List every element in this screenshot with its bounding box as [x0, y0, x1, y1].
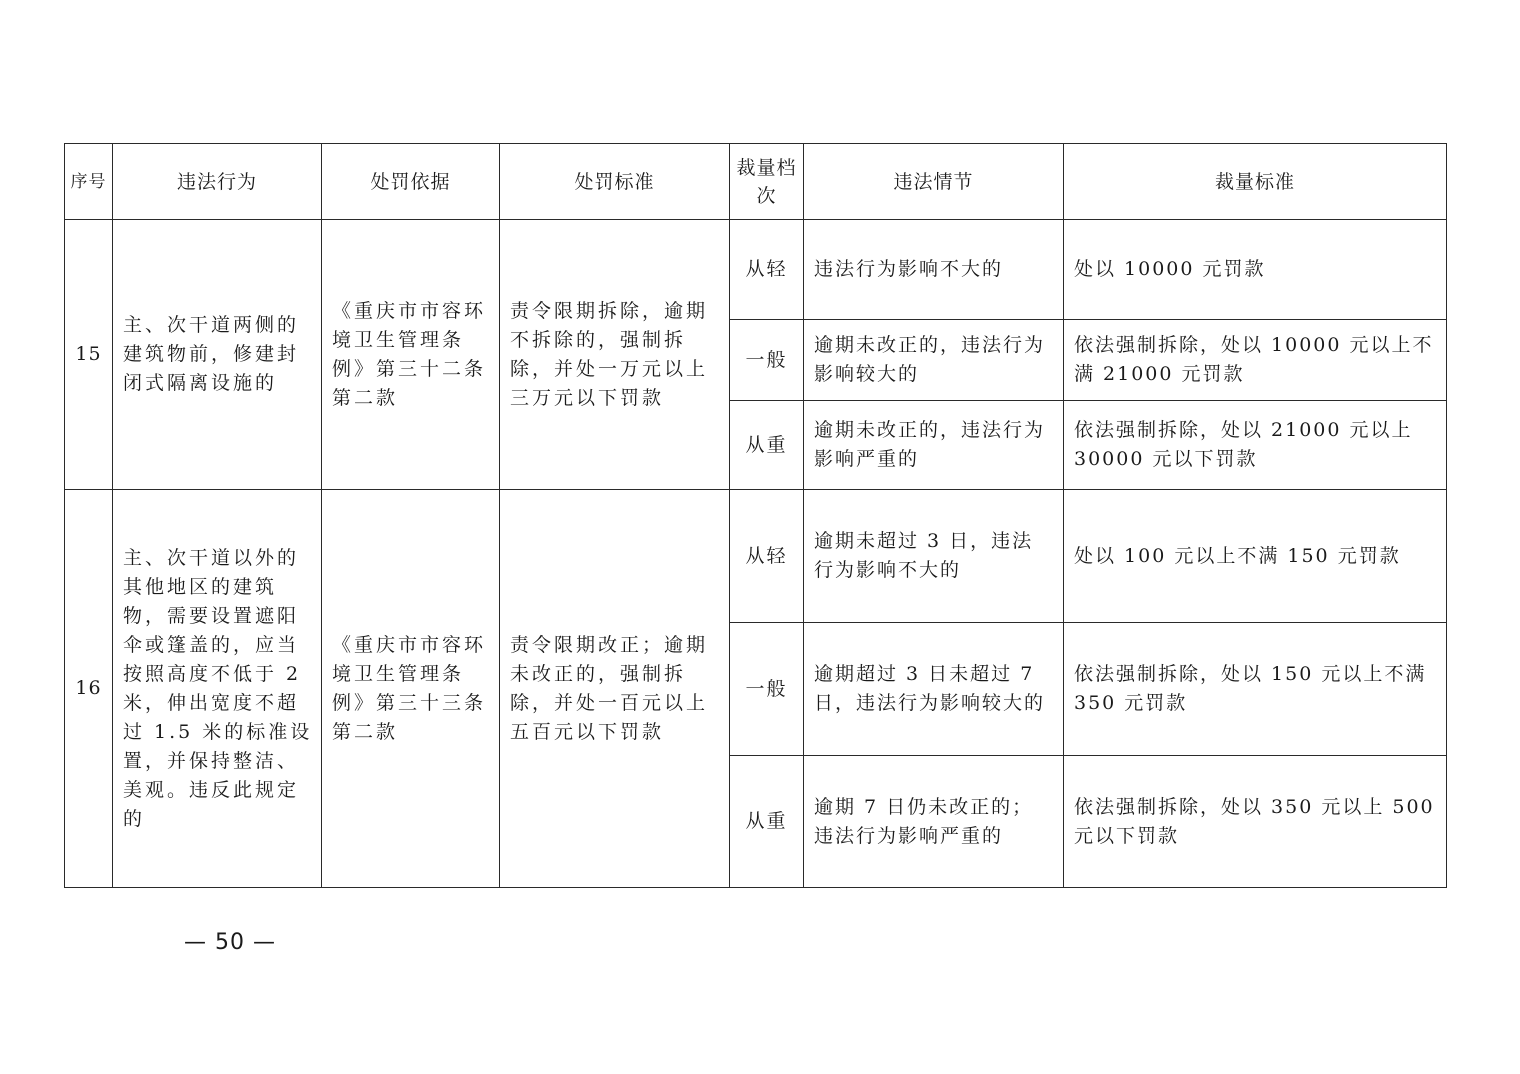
tier-level: 一般: [730, 320, 804, 401]
tier-circumstance: 逾期未改正的，违法行为影响严重的: [804, 401, 1064, 490]
tier-circumstance: 违法行为影响不大的: [804, 220, 1064, 320]
tier-discretion: 依法强制拆除，处以 21000 元以上 30000 元以下罚款: [1064, 401, 1447, 490]
row-basis: 《重庆市市容环境卫生管理条例》第三十三条第二款: [322, 490, 500, 888]
row-seq: 15: [65, 220, 113, 490]
table-header: [65, 144, 1447, 220]
penalty-discretion-table: [64, 143, 1447, 888]
tier-discretion: 依法强制拆除，处以 150 元以上不满 350 元罚款: [1064, 623, 1447, 756]
header-discretion: 裁量标准: [1064, 144, 1447, 220]
tier-discretion: 处以 100 元以上不满 150 元罚款: [1064, 490, 1447, 623]
header-behavior: 违法行为: [113, 144, 322, 220]
table-row: [65, 490, 1447, 623]
tier-level: 从轻: [730, 220, 804, 320]
header-standard: 处罚标准: [500, 144, 730, 220]
row-standard: 责令限期拆除，逾期不拆除的，强制拆除，并处一万元以上三万元以下罚款: [500, 220, 730, 490]
tier-discretion: 依法强制拆除，处以 10000 元以上不满 21000 元罚款: [1064, 320, 1447, 401]
row-seq: 16: [65, 490, 113, 888]
tier-level: 从轻: [730, 490, 804, 623]
tier-circumstance: 逾期未超过 3 日，违法行为影响不大的: [804, 490, 1064, 623]
row-behavior: 主、次干道以外的其他地区的建筑物，需要设置遮阳伞或篷盖的，应当按照高度不低于 2 米，伸出宽度不超过 1.5 米的标准设置，并保持整洁、美观。违反此规定的: [113, 490, 322, 888]
tier-circumstance: 逾期未改正的，违法行为影响较大的: [804, 320, 1064, 401]
tier-discretion: 依法强制拆除，处以 350 元以上 500 元以下罚款: [1064, 756, 1447, 888]
page-number: — 50 —: [184, 930, 276, 955]
row-basis: 《重庆市市容环境卫生管理条例》第三十二条第二款: [322, 220, 500, 490]
row-behavior: 主、次干道两侧的建筑物前，修建封闭式隔离设施的: [113, 220, 322, 490]
table-row: [65, 220, 1447, 320]
table-body: [65, 220, 1447, 888]
row-standard: 责令限期改正；逾期未改正的，强制拆除，并处一百元以上五百元以下罚款: [500, 490, 730, 888]
tier-discretion: 处以 10000 元罚款: [1064, 220, 1447, 320]
tier-circumstance: 逾期超过 3 日未超过 7 日，违法行为影响较大的: [804, 623, 1064, 756]
header-basis: 处罚依据: [322, 144, 500, 220]
header-circumstance: 违法情节: [804, 144, 1064, 220]
tier-level: 一般: [730, 623, 804, 756]
header-row: [65, 144, 1447, 220]
tier-level: 从重: [730, 756, 804, 888]
header-seq: 序号: [65, 144, 113, 220]
tier-circumstance: 逾期 7 日仍未改正的；违法行为影响严重的: [804, 756, 1064, 888]
header-level: 裁量档次: [730, 144, 804, 220]
tier-level: 从重: [730, 401, 804, 490]
